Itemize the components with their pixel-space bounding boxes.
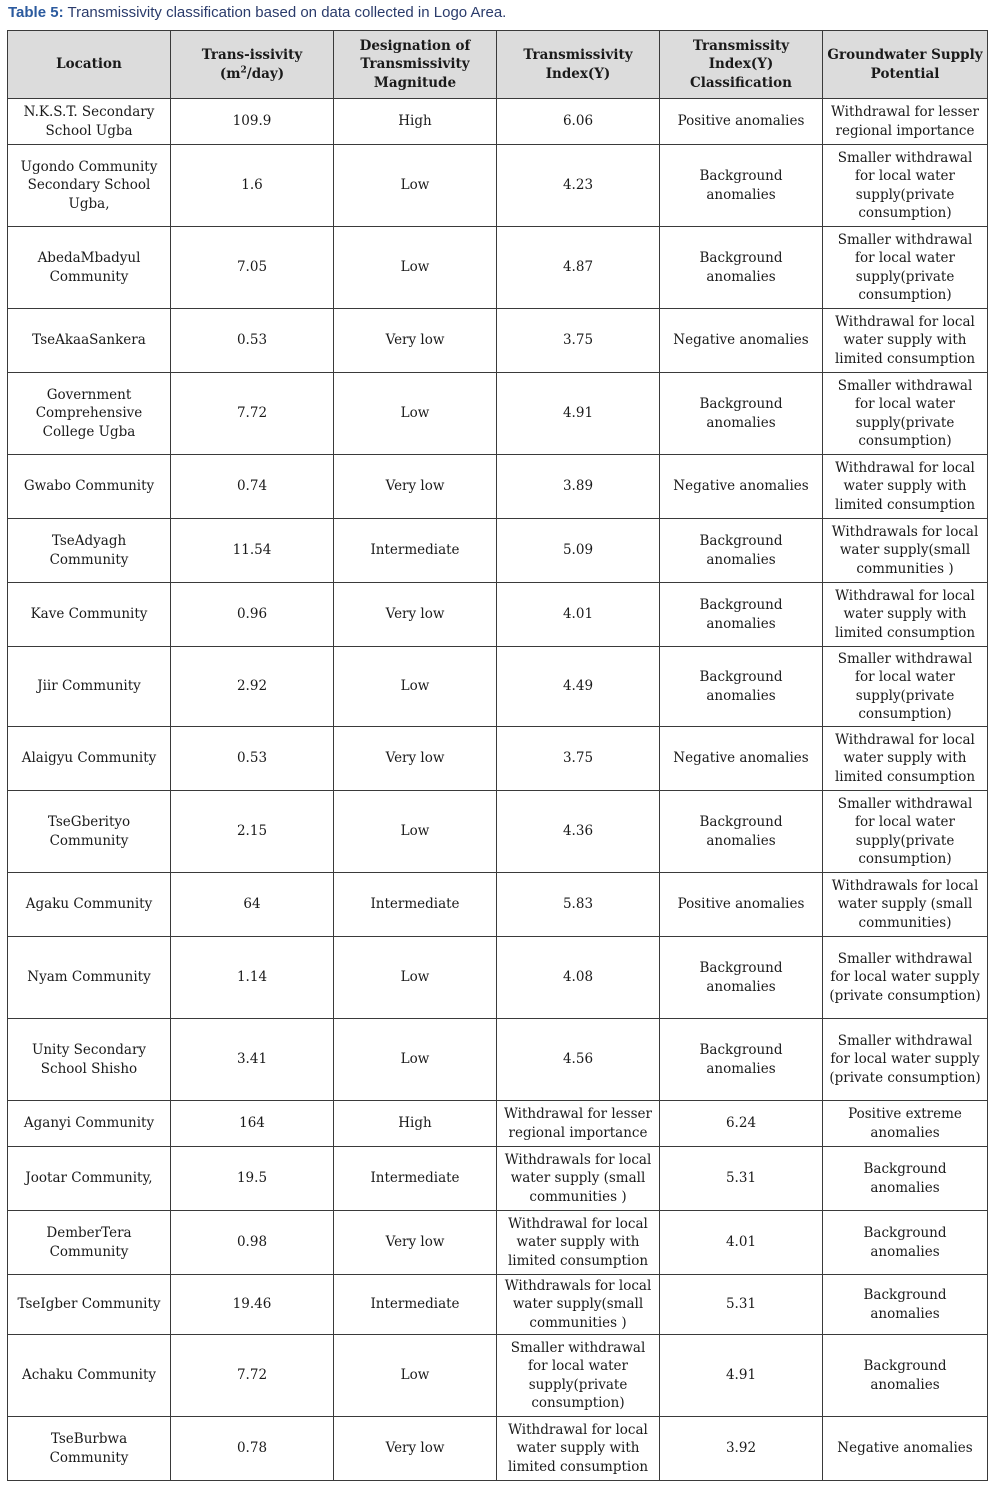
- cell-trans: 1.14: [171, 937, 334, 1019]
- cell-trans: 2.15: [171, 791, 334, 873]
- table-body: [8, 99, 988, 1481]
- table-row: [8, 1147, 988, 1211]
- cell-index: 3.75: [497, 727, 660, 791]
- cell-index: Smaller withdrawal for local water supply(private consumption): [497, 1335, 660, 1417]
- cell-index: 5.09: [497, 519, 660, 583]
- table-row: [8, 145, 988, 227]
- cell-designation: Low: [334, 1019, 497, 1101]
- cell-trans: 0.53: [171, 309, 334, 373]
- table-caption: [8, 4, 506, 21]
- table-row: [8, 791, 988, 873]
- cell-designation: Very low: [334, 727, 497, 791]
- cell-classification: 4.91: [660, 1335, 823, 1417]
- cell-trans: 0.53: [171, 727, 334, 791]
- cell-potential: Background anomalies: [823, 1275, 988, 1335]
- cell-trans: 19.5: [171, 1147, 334, 1211]
- cell-index: Withdrawals for local water supply (small communities ): [497, 1147, 660, 1211]
- header-trans-unit-close: /day): [246, 65, 285, 82]
- table-row: [8, 373, 988, 455]
- cell-trans: 1.6: [171, 145, 334, 227]
- cell-classification: Background anomalies: [660, 937, 823, 1019]
- cell-location: TseGberityo Community: [8, 791, 171, 873]
- cell-location: Alaigyu Community: [8, 727, 171, 791]
- cell-trans: 64: [171, 873, 334, 937]
- cell-classification: Background anomalies: [660, 227, 823, 309]
- cell-classification: Background anomalies: [660, 1019, 823, 1101]
- cell-index: Withdrawal for lesser regional importance: [497, 1101, 660, 1147]
- table-row: [8, 1211, 988, 1275]
- cell-potential: Withdrawal for local water supply with limited consumption: [823, 727, 988, 791]
- cell-trans: 19.46: [171, 1275, 334, 1335]
- cell-index: 4.23: [497, 145, 660, 227]
- cell-designation: Low: [334, 145, 497, 227]
- table-row: [8, 727, 988, 791]
- table-row: [8, 455, 988, 519]
- cell-potential: Withdrawals for local water supply (small communities): [823, 873, 988, 937]
- cell-trans: 11.54: [171, 519, 334, 583]
- cell-index: 4.08: [497, 937, 660, 1019]
- cell-index: 4.36: [497, 791, 660, 873]
- cell-index: Withdrawal for local water supply with limited consumption: [497, 1417, 660, 1481]
- cell-location: TseIgber Community: [8, 1275, 171, 1335]
- cell-location: Jootar Community,: [8, 1147, 171, 1211]
- cell-classification: Background anomalies: [660, 791, 823, 873]
- cell-designation: Very low: [334, 309, 497, 373]
- cell-classification: 3.92: [660, 1417, 823, 1481]
- cell-potential: Background anomalies: [823, 1211, 988, 1275]
- cell-designation: Low: [334, 1335, 497, 1417]
- cell-designation: Low: [334, 227, 497, 309]
- table-row: [8, 309, 988, 373]
- header-potential: Groundwater Supply Potential: [823, 31, 988, 99]
- cell-designation: Intermediate: [334, 1147, 497, 1211]
- cell-index: 4.49: [497, 647, 660, 727]
- cell-location: Aganyi Community: [8, 1101, 171, 1147]
- cell-index: 5.83: [497, 873, 660, 937]
- cell-trans: 7.72: [171, 1335, 334, 1417]
- table-row: [8, 873, 988, 937]
- cell-potential: Smaller withdrawal for local water supply(private consumption): [823, 145, 988, 227]
- cell-location: Jiir Community: [8, 647, 171, 727]
- table-row: [8, 583, 988, 647]
- cell-location: Ugondo Community Secondary School Ugba,: [8, 145, 171, 227]
- cell-location: Kave Community: [8, 583, 171, 647]
- cell-location: Government Comprehensive College Ugba: [8, 373, 171, 455]
- cell-index: 3.89: [497, 455, 660, 519]
- cell-index: 4.56: [497, 1019, 660, 1101]
- cell-designation: Low: [334, 937, 497, 1019]
- cell-index: 4.87: [497, 227, 660, 309]
- cell-trans: 0.74: [171, 455, 334, 519]
- header-trans-label: Trans-issivity: [201, 47, 303, 63]
- table-header-row: [8, 31, 988, 99]
- cell-location: TseAdyagh Community: [8, 519, 171, 583]
- cell-location: Unity Secondary School Shisho: [8, 1019, 171, 1101]
- header-index: Transmissivity Index(Y): [497, 31, 660, 99]
- cell-potential: Smaller withdrawal for local water supply (private consumption): [823, 1019, 988, 1101]
- cell-classification: 6.24: [660, 1101, 823, 1147]
- table-row: [8, 937, 988, 1019]
- cell-trans: 164: [171, 1101, 334, 1147]
- cell-designation: Low: [334, 791, 497, 873]
- cell-location: TseBurbwa Community: [8, 1417, 171, 1481]
- cell-classification: Background anomalies: [660, 519, 823, 583]
- header-trans-unit-sup: 2: [240, 65, 247, 75]
- cell-potential: Positive extreme anomalies: [823, 1101, 988, 1147]
- table-row: [8, 1101, 988, 1147]
- header-location: Location: [8, 31, 171, 99]
- table-row: [8, 99, 988, 145]
- cell-classification: Negative anomalies: [660, 727, 823, 791]
- cell-index: Withdrawal for local water supply with limited consumption: [497, 1211, 660, 1275]
- header-transmissivity: [171, 31, 334, 99]
- cell-index: 4.91: [497, 373, 660, 455]
- cell-trans: 7.05: [171, 227, 334, 309]
- cell-location: DemberTera Community: [8, 1211, 171, 1275]
- cell-potential: Withdrawal for local water supply with limited consumption: [823, 583, 988, 647]
- cell-classification: 5.31: [660, 1275, 823, 1335]
- cell-potential: Smaller withdrawal for local water supply(private consumption): [823, 791, 988, 873]
- cell-classification: Background anomalies: [660, 583, 823, 647]
- cell-potential: Background anomalies: [823, 1147, 988, 1211]
- cell-trans: 0.96: [171, 583, 334, 647]
- header-designation: Designation of Transmissivity Magnitude: [334, 31, 497, 99]
- header-classification: Transmissity Index(Y) Classification: [660, 31, 823, 99]
- cell-designation: High: [334, 99, 497, 145]
- cell-trans: 2.92: [171, 647, 334, 727]
- cell-index: 4.01: [497, 583, 660, 647]
- cell-designation: Low: [334, 647, 497, 727]
- cell-designation: Very low: [334, 1211, 497, 1275]
- cell-designation: Intermediate: [334, 519, 497, 583]
- cell-location: Nyam Community: [8, 937, 171, 1019]
- cell-location: AbedaMbadyul Community: [8, 227, 171, 309]
- cell-designation: Intermediate: [334, 873, 497, 937]
- cell-location: N.K.S.T. Secondary School Ugba: [8, 99, 171, 145]
- cell-classification: Positive anomalies: [660, 873, 823, 937]
- cell-potential: Smaller withdrawal for local water supply (private consumption): [823, 937, 988, 1019]
- cell-designation: Very low: [334, 455, 497, 519]
- cell-trans: 0.78: [171, 1417, 334, 1481]
- cell-classification: Background anomalies: [660, 647, 823, 727]
- cell-potential: Background anomalies: [823, 1335, 988, 1417]
- cell-designation: Intermediate: [334, 1275, 497, 1335]
- cell-location: TseAkaaSankera: [8, 309, 171, 373]
- transmissivity-table: [7, 30, 988, 1481]
- cell-potential: Withdrawal for lesser regional importance: [823, 99, 988, 145]
- cell-potential: Smaller withdrawal for local water supply(private consumption): [823, 373, 988, 455]
- cell-index: 6.06: [497, 99, 660, 145]
- cell-designation: Low: [334, 373, 497, 455]
- cell-location: Agaku Community: [8, 873, 171, 937]
- cell-designation: Very low: [334, 583, 497, 647]
- cell-trans: 3.41: [171, 1019, 334, 1101]
- cell-trans: 7.72: [171, 373, 334, 455]
- cell-index: 3.75: [497, 309, 660, 373]
- cell-potential: Withdrawal for local water supply with limited consumption: [823, 309, 988, 373]
- cell-classification: Positive anomalies: [660, 99, 823, 145]
- cell-potential: Withdrawal for local water supply with limited consumption: [823, 455, 988, 519]
- cell-index: Withdrawals for local water supply(small communities ): [497, 1275, 660, 1335]
- table-row: [8, 519, 988, 583]
- cell-classification: 4.01: [660, 1211, 823, 1275]
- cell-location: Gwabo Community: [8, 455, 171, 519]
- table-row: [8, 1019, 988, 1101]
- table-row: [8, 1417, 988, 1481]
- cell-classification: Background anomalies: [660, 145, 823, 227]
- table-caption-label: Table 5:: [8, 4, 64, 21]
- table-row: [8, 227, 988, 309]
- cell-potential: Withdrawals for local water supply(small communities ): [823, 519, 988, 583]
- cell-designation: Very low: [334, 1417, 497, 1481]
- cell-trans: 0.98: [171, 1211, 334, 1275]
- cell-potential: Smaller withdrawal for local water supply(private consumption): [823, 227, 988, 309]
- cell-potential: Smaller withdrawal for local water supply(private consumption): [823, 647, 988, 727]
- cell-classification: 5.31: [660, 1147, 823, 1211]
- cell-classification: Negative anomalies: [660, 309, 823, 373]
- table-caption-text: Transmissivity classification based on data collected in Logo Area.: [67, 4, 507, 21]
- cell-trans: 109.9: [171, 99, 334, 145]
- header-trans-unit-open: (m: [219, 65, 241, 82]
- cell-potential: Negative anomalies: [823, 1417, 988, 1481]
- cell-designation: High: [334, 1101, 497, 1147]
- cell-location: Achaku Community: [8, 1335, 171, 1417]
- table-row: [8, 1275, 988, 1335]
- table-row: [8, 1335, 988, 1417]
- cell-classification: Negative anomalies: [660, 455, 823, 519]
- cell-classification: Background anomalies: [660, 373, 823, 455]
- table-row: [8, 647, 988, 727]
